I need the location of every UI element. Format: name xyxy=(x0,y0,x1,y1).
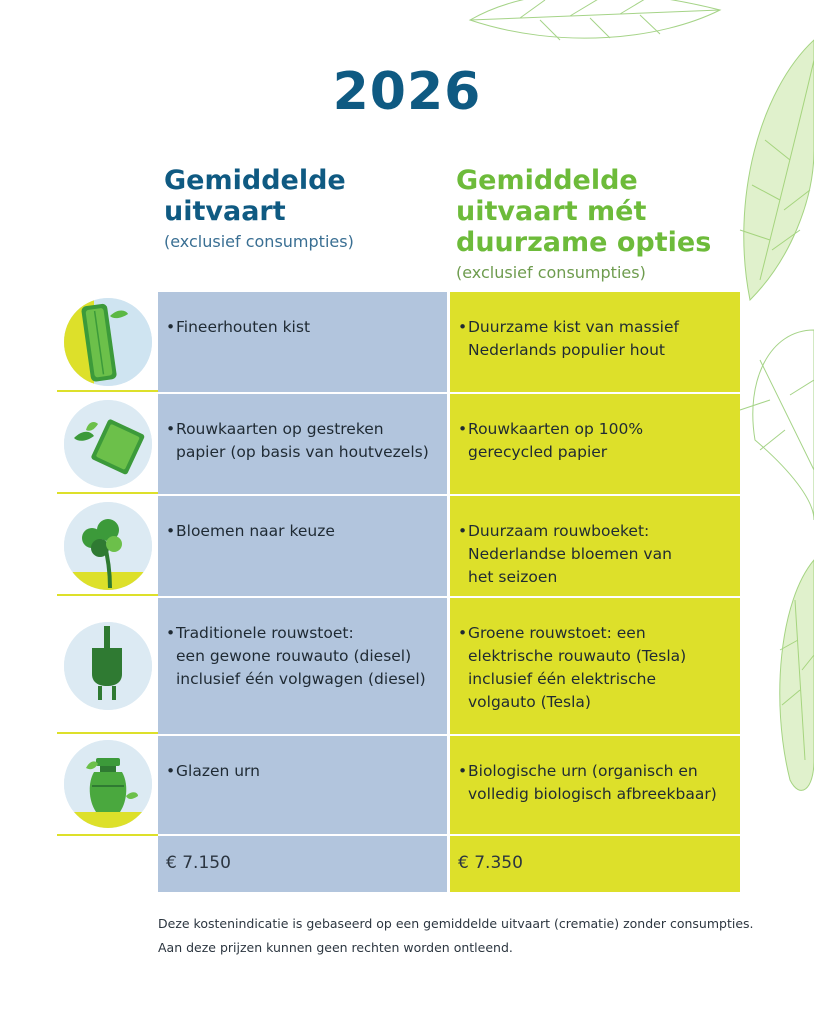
cell-text: Glazen urn xyxy=(176,762,260,780)
row-divider xyxy=(57,732,158,734)
row-divider xyxy=(57,834,158,836)
column-header-sustainable xyxy=(456,165,756,284)
table-cell-left: • Bloemen naar keuze xyxy=(158,496,447,596)
year-title: 2026 xyxy=(332,62,482,122)
cell-text: Groene rouwstoet: een elektrische rouwauto (Tesla) inclusief één elektrische volgauto (Tesla) xyxy=(468,624,687,711)
table-cell-left: • Traditionele rouwstoet: een gewone rouwauto (diesel) inclusief één volgwagen (diesel) xyxy=(158,598,447,734)
cell-text: Fineerhouten kist xyxy=(176,318,311,336)
plug-icon xyxy=(64,622,152,710)
row-divider xyxy=(57,594,158,596)
disclaimer xyxy=(158,912,798,960)
column-divider xyxy=(447,292,450,892)
cell-text: Rouwkaarten op 100% gerecycled papier xyxy=(468,420,644,461)
cell-text: Duurzame kist van massief Nederlands populier hout xyxy=(468,318,679,359)
table-cell-right: • Rouwkaarten op 100% gerecycled papier xyxy=(450,394,740,494)
cell-text: Bloemen naar keuze xyxy=(176,522,335,540)
coffin-icon xyxy=(64,298,152,386)
column-subtitle-average: (exclusief consumpties) xyxy=(164,232,354,251)
price-average: € 7.150 xyxy=(158,836,447,892)
cell-text: Biologische urn (organisch en volledig biologisch afbreekbaar) xyxy=(468,762,717,803)
table-cell-left: • Glazen urn xyxy=(158,736,447,834)
column-title-average: Gemiddelde uitvaart xyxy=(164,165,346,227)
urn-icon xyxy=(64,740,152,828)
table-cell-left: • Rouwkaarten op gestreken papier (op basis van houtvezels) xyxy=(158,394,447,494)
cell-text: Duurzaam rouwboeket: Nederlandse bloemen van het seizoen xyxy=(468,522,672,586)
table-cell-right: • Duurzaam rouwboeket: Nederlandse bloemen van het seizoen xyxy=(450,496,740,596)
column-subtitle-sustainable: (exclusief consumpties) xyxy=(456,263,646,282)
disclaimer-line-2: Aan deze prijzen kunnen geen rechten worden ontleend. xyxy=(158,940,513,955)
cell-text: Traditionele rouwstoet: een gewone rouwauto (diesel) inclusief één volgwagen (diesel) xyxy=(176,624,426,688)
row-divider xyxy=(57,492,158,494)
column-title-sustainable: Gemiddelde uitvaart mét duurzame opties xyxy=(456,165,712,258)
table-cell-right: • Groene rouwstoet: een elektrische rouwauto (Tesla) inclusief één elektrische volgauto (Tesla) xyxy=(450,598,740,734)
cell-text: Rouwkaarten op gestreken papier (op basis van houtvezels) xyxy=(176,420,429,461)
column-header-average xyxy=(164,165,434,253)
price-sustainable: € 7.350 xyxy=(450,836,740,892)
row-divider xyxy=(57,390,158,392)
table-cell-right: • Duurzame kist van massief Nederlands populier hout xyxy=(450,292,740,392)
flower-icon xyxy=(64,502,152,590)
disclaimer-line-1: Deze kostenindicatie is gebaseerd op een gemiddelde uitvaart (crematie) zonder consumpties. xyxy=(158,916,754,931)
table-cell-right: • Biologische urn (organisch en volledig biologisch afbreekbaar) xyxy=(450,736,740,834)
table-cell-left: • Fineerhouten kist xyxy=(158,292,447,392)
card-icon xyxy=(64,400,152,488)
